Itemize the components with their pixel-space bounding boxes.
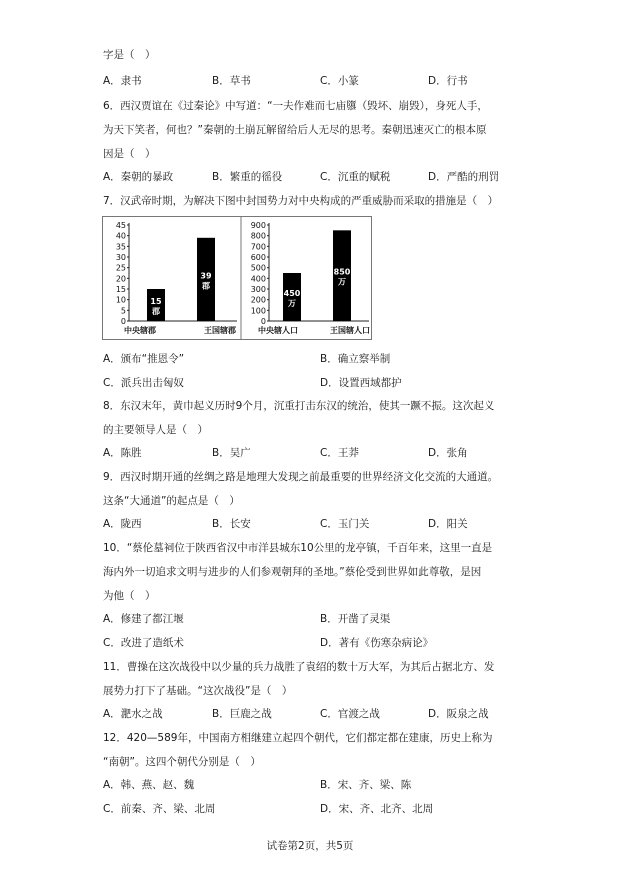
chart-2-ytick-label: 100 [250,306,266,316]
q12-option-a[interactable]: A．韩、燕、赵、魏 [103,779,195,791]
q12-option-c[interactable]: C．前秦、齐、梁、北周 [103,803,216,815]
chart-1-ytick-label: 15 [115,285,126,294]
chart-1-ytick-label: 20 [115,274,126,284]
q6-stem-line3: 因是（ ） [103,148,156,160]
q11-option-d[interactable]: D．阪泉之战 [428,708,489,720]
q8-stem-line1: 8．东汉末年，黄巾起义历时9个月，沉重打击东汉的统治，使其一蹶不振。这次起义 [103,400,495,412]
q9-option-b[interactable]: B．长安 [212,518,251,530]
q5-option-b[interactable]: B．草书 [212,75,251,87]
q8-option-a[interactable]: A．陈胜 [103,447,142,459]
q7-chart-frame [102,216,372,340]
chart-2-bar-label: 850 [333,267,351,277]
q5-option-d[interactable]: D．行书 [428,75,468,87]
q12-option-b[interactable]: B．宋、齐、梁、陈 [320,779,412,791]
chart-1-ytick-label: 10 [115,295,126,305]
q10-stem-line3: 为他（ ） [103,590,156,602]
chart-2-ytick-label: 600 [250,253,266,262]
chart-1-category-label: 王国辖郡 [204,326,236,335]
q11-stem-line2: 展势力打下了基础。“这次战役”是（ ） [103,685,293,697]
q7-charts [103,217,371,339]
q5-stem-tail: 字是（ ） [103,49,156,61]
q6-stem-line2: 为天下笑者，何也？”秦朝的土崩瓦解留给后人无尽的思考。秦朝迅速灭亡的根本原 [103,124,487,136]
q10-stem-line2: 海内外一切追求文明与进步的人们参观朝拜的圣地。”蔡伦受到世界如此尊敬，是因 [103,566,482,578]
q9-stem-line1: 9．西汉时期开通的丝绸之路是地理大发现之前最重要的世界经济文化交流的大通道。 [103,471,499,483]
page-footer: 试卷第2页，共5页 [266,840,354,852]
chart-1-ytick-label: 0 [120,317,126,326]
q7-option-b[interactable]: B．确立察举制 [320,353,391,365]
q7-option-a[interactable]: A．颁布“推恩令” [103,353,185,365]
q9-option-d[interactable]: D．阳关 [428,518,468,530]
chart-2-ytick-label: 900 [250,221,266,230]
chart-2-ytick-label: 400 [250,274,266,284]
chart-2-ytick-label: 500 [250,263,266,273]
chart-1-ytick-label: 5 [120,306,126,316]
q11-stem-line1: 11．曹操在这次战役中以少量的兵力战胜了袁绍的数十万大军，为其后占据北方、发 [103,661,495,673]
q8-stem-line2: 的主要领导人是（ ） [103,424,208,436]
q6-option-c[interactable]: C．沉重的赋税 [320,171,391,183]
chart-2-ytick-label: 0 [260,317,266,326]
chart-1-ytick-label: 40 [115,231,126,241]
chart-1-bar-label: 15 [150,297,162,306]
q5-option-a[interactable]: A．隶书 [103,75,142,87]
q6-option-a[interactable]: A．秦朝的暴政 [103,171,174,183]
q6-option-b[interactable]: B．繁重的徭役 [212,171,283,183]
q11-option-a[interactable]: A．淝水之战 [103,708,163,720]
chart-2-ytick-label: 200 [250,295,266,305]
q9-stem-line2: 这条“大通道”的起点是（ ） [103,495,240,507]
q10-option-a[interactable]: A．修建了都江堰 [103,613,184,625]
q10-option-d[interactable]: D．著有《伤寒杂病论》 [320,637,434,649]
q9-option-c[interactable]: C．玉门关 [320,518,370,530]
chart-2-ytick-label: 800 [250,231,266,241]
chart-1-ytick-label: 25 [115,263,126,273]
q8-option-c[interactable]: C．王莽 [320,447,359,459]
chart-1-bar-label: 郡 [152,307,160,316]
q11-option-c[interactable]: C．官渡之战 [320,708,380,720]
chart-2-ytick-label: 300 [250,285,266,294]
q7-stem: 7．汉武帝时期，为解决下图中封国势力对中央构成的严重威胁而采取的措施是（ ） [103,195,499,207]
chart-2-category-label: 中央辖人口 [258,326,298,335]
chart-1-ytick-label: 35 [115,242,126,252]
q6-option-d[interactable]: D．严酷的刑罚 [428,171,500,183]
chart-1-ytick-label: 30 [115,253,126,262]
chart-1-bar-label: 郡 [202,281,210,291]
chart-2-ytick-label: 700 [250,242,266,252]
chart-1-ytick-label: 45 [115,221,126,230]
q11-option-b[interactable]: B．巨鹿之战 [212,708,272,720]
chart-2-category-label: 王国辖人口 [330,326,370,335]
q8-option-b[interactable]: B．吴广 [212,447,251,459]
q8-option-d[interactable]: D．张角 [428,447,468,459]
chart-1-category-label: 中央辖郡 [124,326,156,335]
q9-option-a[interactable]: A．陇西 [103,518,142,530]
q12-stem-line2: “南朝”。这四个朝代分别是（ ） [103,756,261,768]
q7-option-c[interactable]: C．派兵出击匈奴 [103,377,184,389]
q10-stem-line1: 10．“蔡伦墓祠位于陕西省汉中市洋县城东10公里的龙亭镇，千百年来，这里一直是 [103,542,493,554]
q12-option-d[interactable]: D．宋、齐、北齐、北周 [320,803,434,815]
q6-stem-line1: 6．西汉贾谊在《过秦论》中写道：“一夫作难而七庙隳（毁坏、崩毁），身死人手， [103,100,488,112]
chart-1-bar-label: 39 [200,271,212,281]
q7-option-d[interactable]: D．设置西域都护 [320,377,402,389]
q5-option-c[interactable]: C．小篆 [320,75,359,87]
q10-option-c[interactable]: C．改进了造纸术 [103,637,184,649]
q12-stem-line1: 12．420—589年，中国南方相继建立起四个朝代，它们都定都在建康，历史上称为 [103,732,493,744]
q10-option-b[interactable]: B．开凿了灵渠 [320,613,391,625]
chart-2-bar-label: 万 [338,277,346,287]
chart-2-bar-label: 450 [283,289,301,298]
chart-2-bar-label: 万 [288,299,296,308]
